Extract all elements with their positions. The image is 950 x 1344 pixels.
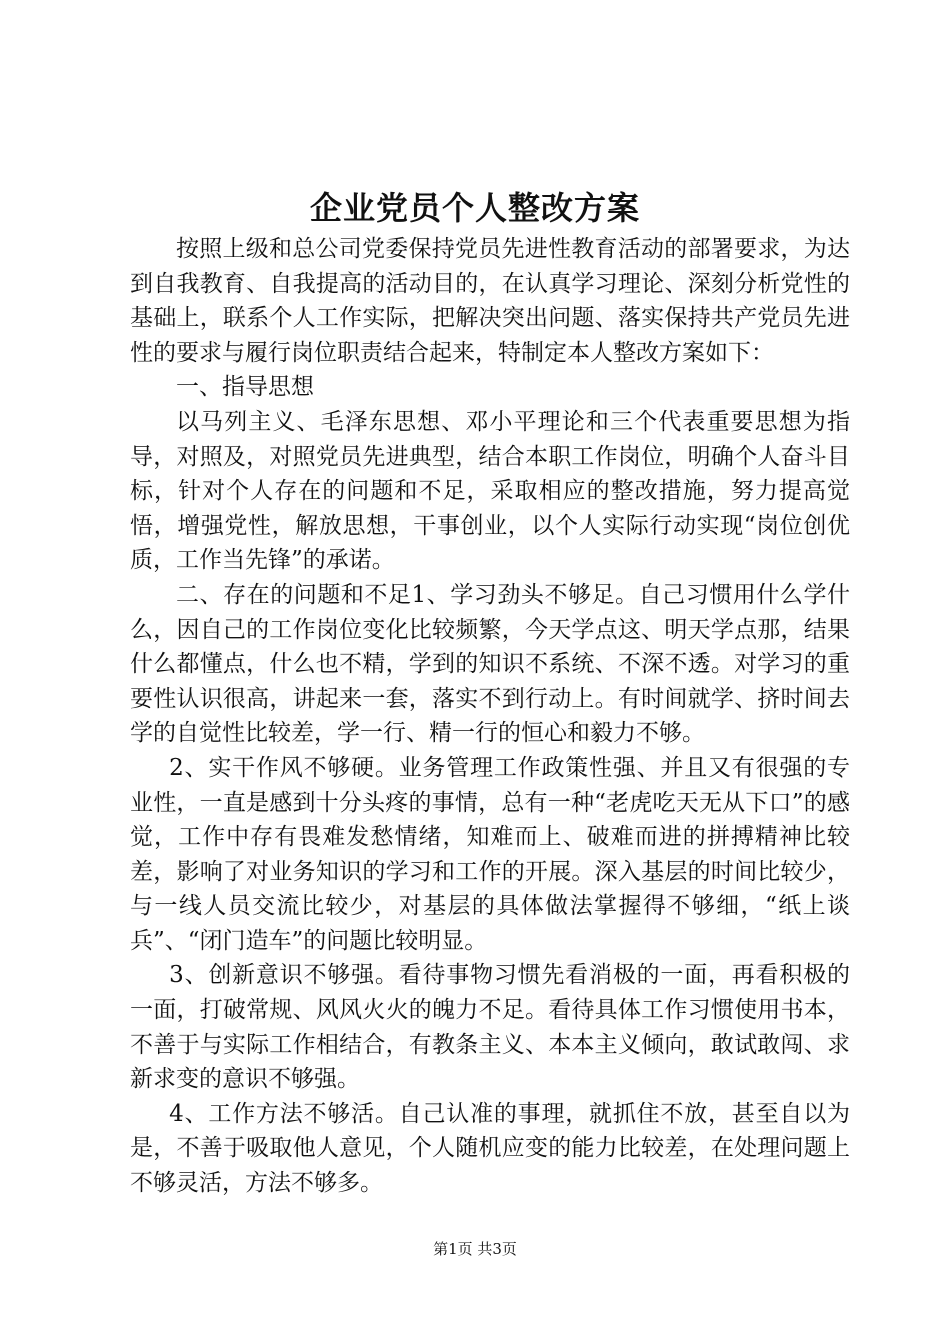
problems-paragraph-2: 2、实干作风不够硬。业务管理工作政策性强、并且又有很强的专业性，一直是感到十分头疼的事情，总有一种“老虎吃天无从下口”的感觉，工作中存有畏难发愁情绪，知难而上、破难而进的拼搏精神比较差，影响了对业务知识的学习和工作的开展。深入基层的时间比较少，与一线人员交流比较少，对基层的具体做法掌握得不够细，“纸上谈兵”、“闭门造车”的问题比较明显。 xyxy=(130,754,850,954)
problems-paragraph-1: 二、存在的问题和不足1、学习劲头不够足。自己习惯用什么学什么，因自己的工作岗位变化比较频繁，今天学点这、明天学点那，结果什么都懂点，什么也不精，学到的知识不系统、不深不透。对学习的重要性认识很高，讲起来一套，落实不到行动上。有时间就学、挤时间去学的自觉性比较差，学一行、精一行的恒心和毅力不够。 xyxy=(130,581,850,747)
problems-paragraph-4: 4、工作方法不够活。自己认准的事理，就抓住不放，甚至自以为是，不善于吸取他人意见，个人随机应变的能力比较差，在处理问题上不够灵活，方法不够多。 xyxy=(130,1100,850,1197)
document-body xyxy=(130,232,850,1201)
guiding-ideology-paragraph: 以马列主义、毛泽东思想、邓小平理论和三个代表重要思想为指导，对照及，对照党员先进典型，结合本职工作岗位，明确个人奋斗目标，针对个人存在的问题和不足，采取相应的整改措施，努力提高觉悟，增强党性，解放思想，干事创业，以个人实际行动实现“岗位创优质，工作当先锋”的承诺。 xyxy=(130,408,850,574)
problems-paragraph-3: 3、创新意识不够强。看待事物习惯先看消极的一面，再看积极的一面，打破常规、风风火火的魄力不足。看待具体工作习惯使用书本，不善于与实际工作相结合，有教条主义、本本主义倾向，敢试敢闯、求新求变的意识不够强。 xyxy=(130,962,850,1093)
section-heading-guiding-ideology: 一、指导思想 xyxy=(176,374,314,401)
page-footer: 第1页 共3页 xyxy=(433,1240,517,1258)
document-title: 企业党员个人整改方案 xyxy=(309,189,640,227)
intro-paragraph: 按照上级和总公司党委保持党员先进性教育活动的部署要求，为达到自我教育、自我提高的活动目的，在认真学习理论、深刻分析党性的基础上，联系个人工作实际，把解决突出问题、落实保持共产党员先进性的要求与履行岗位职责结合起来，特制定本人整改方案如下： xyxy=(130,236,850,366)
